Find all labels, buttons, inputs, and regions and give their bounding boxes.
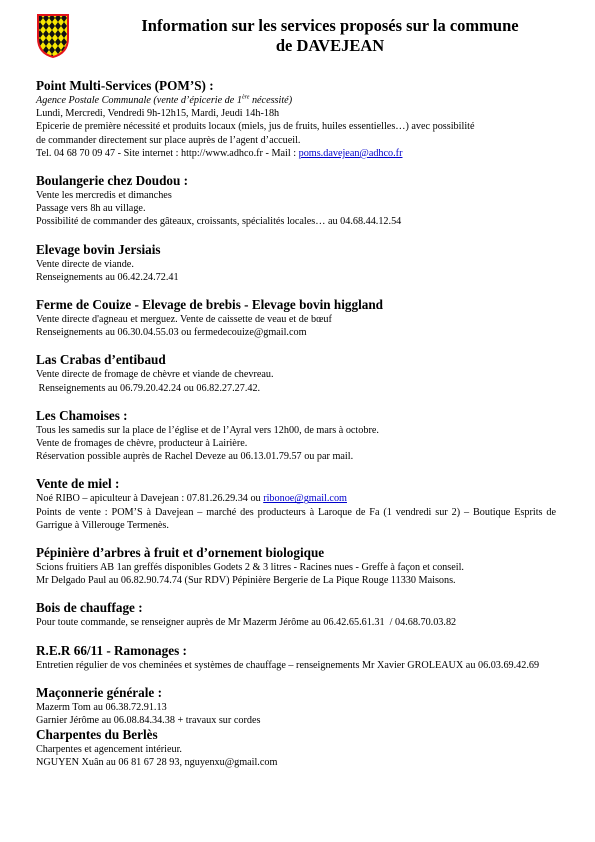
text-line: Mr Delgado Paul au 06.82.90.74.74 (Sur RDV) Pépinière Bergerie de La Pique Rouge 11330 Maisons.: [36, 575, 456, 587]
section-heading: Las Crabas d’entibaud: [36, 352, 166, 368]
text-line: Vente directe de viande.: [36, 258, 134, 270]
section-heading: Charpentes du Berlès: [36, 727, 158, 743]
text-line: Scions fruitiers AB 1an greffés disponibles Godets 2 & 3 litres - Racines nues - Greffe à façon et conseil.: [36, 562, 464, 574]
text-line: Renseignements au 06.42.24.72.41: [36, 271, 179, 283]
poms-email-link[interactable]: poms.davejean@adhco.fr: [298, 147, 403, 159]
section-crabas: [36, 352, 556, 394]
page-title-line2: de DAVEJEAN: [275, 36, 385, 55]
text-line: Pour toute commande, se renseigner auprès de Mr Mazerm Jérôme au 06.42.65.61.31 / 04.68.70.03.82: [36, 617, 457, 629]
text-line: NGUYEN Xuân au 06 81 67 28 93, nguyenxu@gmail.com: [36, 757, 278, 769]
section-heading: Boulangerie chez Doudou :: [36, 173, 189, 189]
miel-email-link[interactable]: ribonoe@gmail.com: [263, 493, 347, 505]
text-line: Vente directe d'agneau et merguez. Vente de caissette de veau et de bœuf: [36, 314, 332, 326]
section-heading: Vente de miel :: [36, 476, 120, 492]
text-line: Tous les samedis sur la place de l’église et de l’Ayral vers 12h00, de mars à octobre.: [36, 424, 379, 436]
section-heading: Les Chamoises :: [36, 407, 128, 423]
section-boulangerie: [36, 173, 556, 229]
section-bois: [36, 600, 556, 629]
coat-of-arms-icon: [37, 14, 69, 58]
section-heading: Pépinière d’arbres à fruit et d’ornement biologique: [36, 545, 325, 561]
text-line: Possibilité de commander des gâteaux, croissants, spécialités locales… au 04.68.44.12.54: [36, 216, 402, 228]
section-heading: Point Multi-Services (POM’S) :: [36, 78, 214, 93]
section-jersiais: [36, 242, 556, 284]
text-line: Charpentes et agencement intérieur.: [36, 744, 182, 756]
page-title-line1: Information sur les services proposés sur la commune: [141, 16, 519, 35]
text-line: Passage vers 8h au village.: [36, 203, 146, 215]
section-maconnerie: [36, 685, 556, 727]
section-charpentes: [36, 727, 556, 769]
section-heading: Elevage bovin Jersiais: [36, 241, 161, 257]
section-heading: Maçonnerie générale :: [36, 684, 162, 700]
text-line: Renseignements au 06.79.20.42.24 ou 06.82.27.27.42.: [36, 382, 261, 394]
poms-hours: Lundi, Mercredi, Vendredi 9h-12h15, Mardi, Jeudi 14h-18h: [36, 108, 280, 120]
text-line: Vente de fromages de chèvre, producteur à Lairière.: [36, 438, 248, 450]
poms-description-line2: de commander directement sur place auprès de l’agent d’accueil.: [36, 134, 301, 146]
poms-description-line1: Epicerie de première nécessité et produits locaux (miels, jus de fruits, huiles essentielles…) avec possibilité: [36, 121, 475, 133]
section-pepiniere: [36, 545, 556, 587]
section-miel: [36, 476, 556, 532]
section-heading: Bois de chauffage :: [36, 600, 143, 616]
services-list: [36, 78, 556, 770]
section-rer: [36, 643, 556, 672]
section-poms: [36, 78, 556, 160]
section-heading: R.E.R 66/11 - Ramonages :: [36, 642, 187, 658]
section-chamoises: [36, 408, 556, 464]
text-line: Points de vente : POM’S à Davejean – marché des producteurs à Laroque de Fa (1 vendredi sur 2) – Boutique Esprits de Garrigue à Villerouge Termenès.: [36, 506, 556, 531]
section-couize: [36, 297, 556, 339]
section-heading: Ferme de Couize - Elevage de brebis - Elevage bovin higgland: [36, 297, 384, 313]
text-line: Mazerm Tom au 06.38.72.91.13: [36, 701, 167, 713]
text-line: Vente directe de fromage de chèvre et viande de chevreau.: [36, 369, 274, 381]
text-line: Renseignements au 06.30.04.55.03 ou fermedecouize@gmail.com: [36, 327, 307, 339]
text-line: Réservation possible auprès de Rachel Deveze au 06.13.01.79.57 ou par mail.: [36, 451, 354, 463]
text-line: Garnier Jérôme au 06.08.84.34.38 + travaux sur cordes: [36, 715, 261, 727]
poms-contact: Tel. 04 68 70 09 47 - Site internet : http://www.adhco.fr - Mail : poms.davejean@adhco.fr: [36, 147, 403, 159]
poms-subtitle: Agence Postale Communale (vente d’épicerie de 1ère nécessité): [36, 94, 293, 106]
text-line: Vente les mercredis et dimanches: [36, 190, 172, 202]
text-line: Entretien régulier de vos cheminées et systèmes de chauffage – renseignements Mr Xavier GROLEAUX au 06.03.69.42.69: [36, 659, 540, 671]
miel-contact: Noé RIBO – apiculteur à Davejean : 07.81.26.29.34 ou ribonoe@gmail.com: [36, 493, 347, 505]
